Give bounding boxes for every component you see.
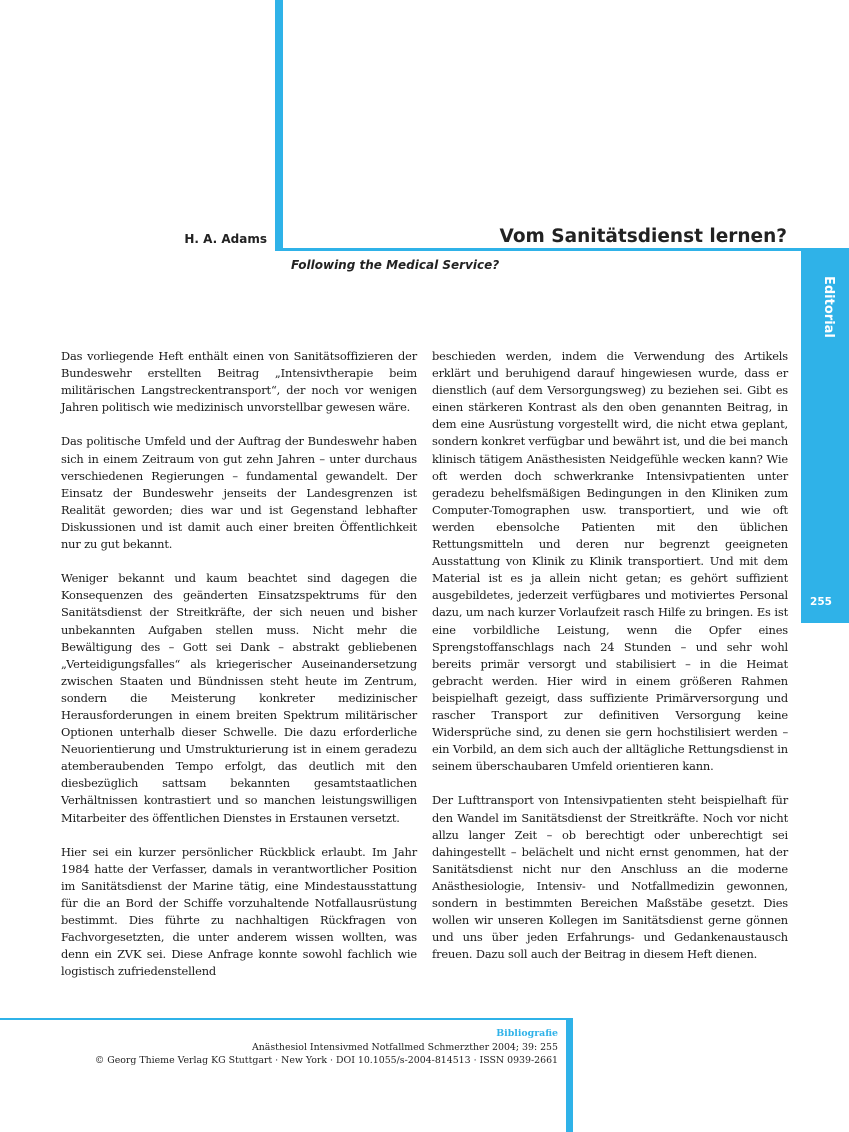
text-column-left [61,348,417,998]
footer-rule [0,1018,566,1020]
header-rule [275,248,849,251]
bottom-accent-bar [566,1018,573,1132]
paragraph: Hier sei ein kurzer persönlicher Rückblick erlaubt. Im Jahr 1984 hatte der Verfasser, damals in verantwortlicher Position im Sanitätsdienst der Marine tätig, eine Mindestausstattung für die an Bord der Schiffe vorzuhaltende Notfallausrüstung bestimmt. Dies führte zu nachhaltigen Rückfragen von Fachvorgesetzten, die unter anderem wissen wollten, was denn ein ZVK sei. Diese Anfrage konnte sowohl fachlich wie logistisch zufriedenstellend [61,844,417,979]
bibliography-heading: Bibliografie [496,1028,558,1039]
paragraph: Der Lufttransport von Intensivpatienten steht beispielhaft für den Wandel im Sanitätsdienst der Streitkräfte. Noch vor nicht allzu langer Zeit – ob berechtigt oder unberechtigt sei dahingestellt – belächelt und nicht ernst genommen, hat der Sanitätsdienst nicht nur den Anschluss an die moderne Anästhesiologie, Intensiv- und Notfallmedizin gewonnen, sondern in bestimmten Bereichen Maßstäbe gesetzt. Dies wollen wir unseren Kollegen im Sanitätsdienst gerne gönnen und uns über jeden Erfahrungs- und Gedankenaustausch freuen. Dazu soll auch der Beitrag in diesem Heft dienen. [432,793,788,962]
text-column-right [432,348,788,980]
bibliography-block [95,1027,558,1068]
article-subtitle: Following the Medical Service? [291,258,500,272]
paragraph: Das politische Umfeld und der Auftrag der Bundeswehr haben sich in einem Zeitraum von gut zehn Jahren – unter durchaus verschiedenen Regierungen – fundamental gewandelt. Der Einsatz der Bundeswehr jenseits der Landesgrenzen ist Realität geworden; dies war und ist Gegenstand lebhafter Diskussionen und ist damit auch einer breiten Öffentlichkeit nur zu gut bekannt. [61,434,417,552]
article-title: Vom Sanitätsdienst lernen? [499,226,787,247]
section-label: Editorial [821,276,836,338]
top-accent-bar [275,0,283,251]
bibliography-publisher: © Georg Thieme Verlag KG Stuttgart · New York · DOI 10.1055/s-2004-814513 · ISSN 0939-2661 [94,1055,558,1066]
bibliography-citation: Anästhesiol Intensivmed Notfallmed Schmerzther 2004; 39: 255 [251,1041,558,1053]
paragraph: Das vorliegende Heft enthält einen von Sanitätsoffizieren der Bundeswehr erstellten Beitrag „Intensivtherapie beim militärischen Langstreckentransport“, der noch vor wenigen Jahren politisch wie medizinisch unvorstellbar gewesen wäre. [61,349,417,415]
author-name: H. A. Adams [184,232,267,246]
page-number: 255 [810,596,832,608]
paragraph: Weniger bekannt und kaum beachtet sind dagegen die Konsequenzen des geänderten Einsatzspektrums für den Sanitätsdienst der Streitkräfte, der sich neuen und bisher unbekannten Aufgaben stellen muss. Nicht mehr die Bewältigung des – Gott sei Dank – abstrakt gebliebenen „Verteidigungsfalles“ als kriegerischer Auseinandersetzung zwischen Staaten und Bündnissen steht heute im Zentrum, sondern die Meisterung konkreter medizinischer Herausforderungen in einem breiten Spektrum militärischer Optionen unterhalb dieser Schwelle. Die dazu erforderliche Neuorientierung und Umstrukturierung ist in einem geradezu atemberaubenden Tempo erfolgt, das deutlich mit den diesbezüglich sattsam bekannten gesamtstaatlichen Verhältnissen kontrastiert und so manchen leistungswilligen Mitarbeiter des öffentlichen Dienstes in Erstaunen versetzt. [61,571,417,825]
paragraph: beschieden werden, indem die Verwendung des Artikels erklärt und beruhigend darauf hingewiesen wurde, dass er dienstlich (auf dem Versorgungsweg) zu beziehen sei. Gibt es einen stärkeren Kontrast als den oben genannten Beitrag, in dem eine Ausrüstung vorgestellt wird, die nicht etwa geplant, sondern konkret verfügbar und bewährt ist, und die bei manch klinisch tätigem Anästhesisten Neidgefühle wecken kann? Wie oft werden doch schwerkranke Intensivpatienten unter geradezu behelfsmäßigen Bedingungen in den Kliniken zum Computer-Tomographen usw. transportiert, und wie oft werden ebensolche Patienten mit den üblichen Rettungsmitteln und deren nur begrenzt geeigneten Ausstattung von Klinik zu Klinik transportiert. Und mit dem Material ist es ja allein nicht getan; es gehört suffizient ausgebildetes, jederzeit verfügbares und motiviertes Personal dazu, um nach kurzer Vorlaufzeit rasch Hilfe zu bringen. Es ist eine vorbildliche Leistung, wenn die Opfer eines Sprengstoffanschlags nach 24 Stunden – und sehr wohl bereits primär versorgt und stabilisiert – in die Heimat gebracht werden. Hier wird in einem größeren Rahmen beispielhaft gezeigt, dass suffiziente Primärversorgung und rascher Transport zur definitiven Versorgung keine Widersprüche sind, zu denen sie gern hochstilisiert werden – ein Vorbild, an dem sich auch der alltägliche Rettungsdienst in seinem überschaubaren Umfeld orientieren kann. [432,349,788,774]
